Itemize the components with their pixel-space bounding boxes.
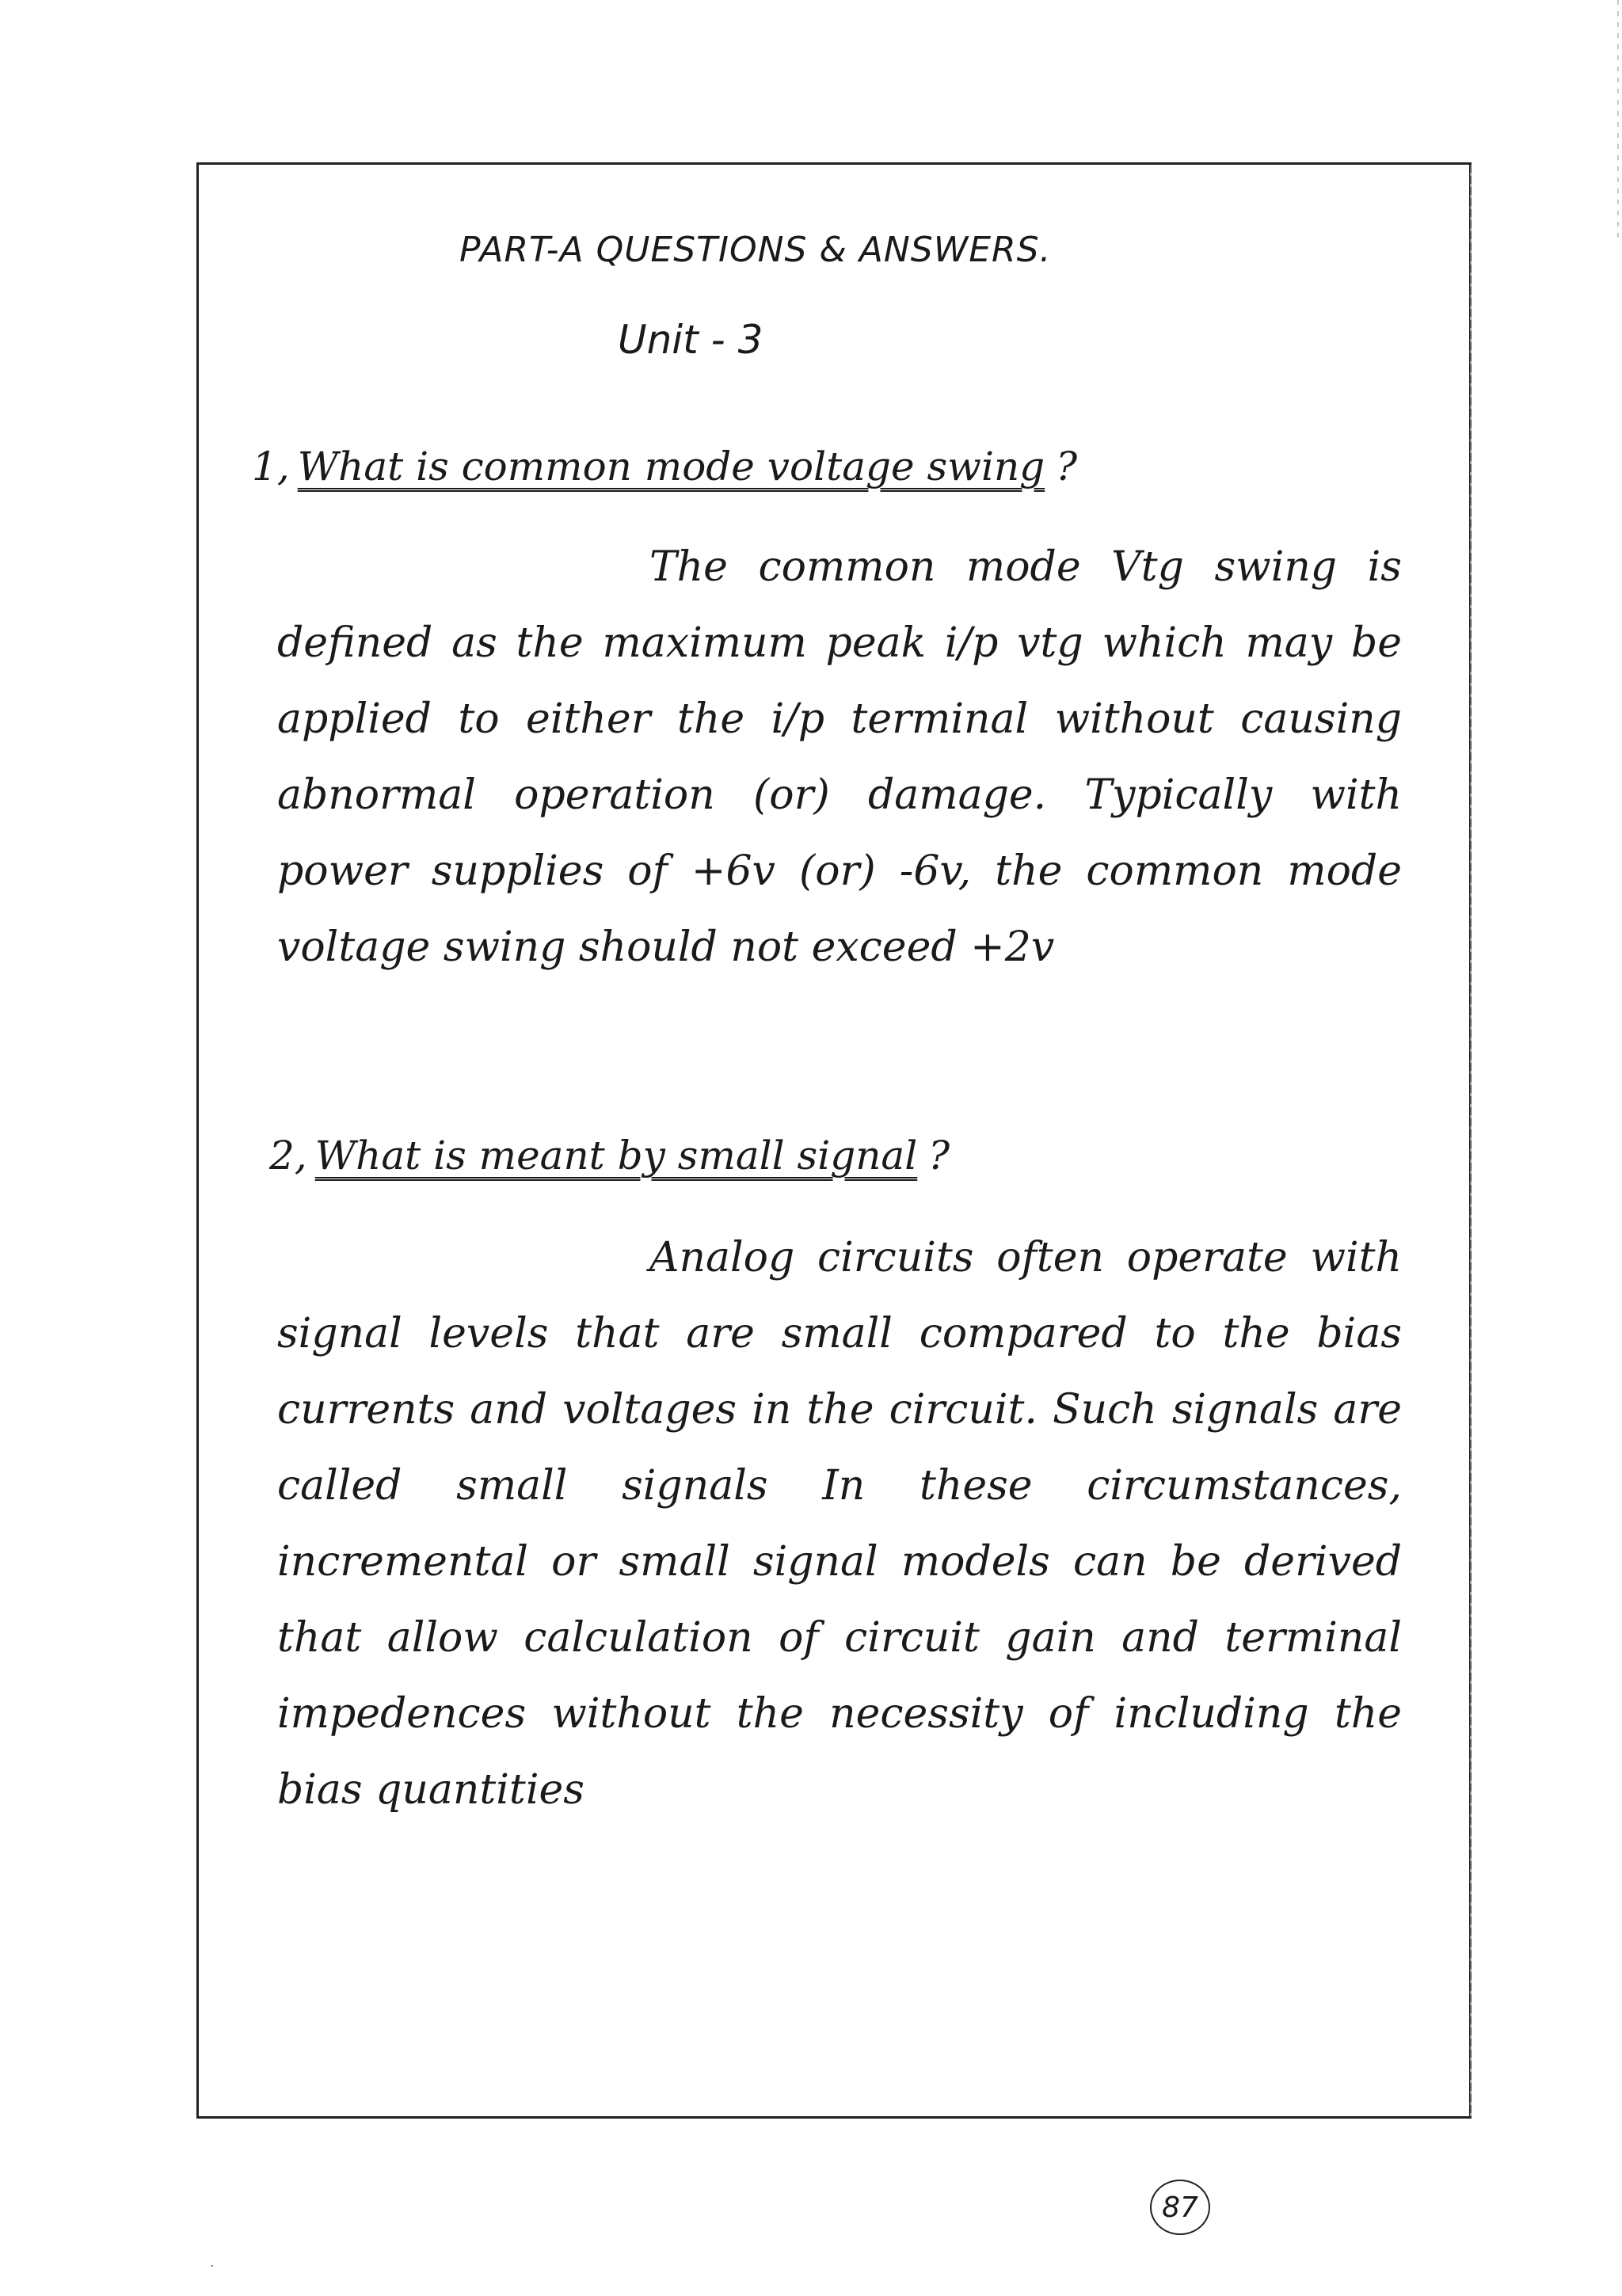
question-1-mark: ?: [1056, 444, 1077, 489]
question-1-text: What is common mode voltage swing: [297, 444, 1045, 489]
page-number: 87: [1150, 2180, 1210, 2235]
answer-1: The common mode Vtg swing is defined as the maximum peak i/p vtg which may be applied to either the i/p terminal without causing abnormal operation (or) damage. Typically with power supplies of +6v (or) -6v, the common mode voltage swing should not exceed +2v: [277, 543, 1402, 971]
question-2-number: 2,: [269, 1133, 307, 1178]
question-2-mark: ?: [928, 1133, 950, 1178]
answer-2: Analog circuits often operate with signal levels that are small compared to the bias currents and voltages in the circuit. Such signals are called small signals In these circumstances, incremental or small signal models can be derived that allow calculation of circuit gain and terminal impedences without the necessity of including the bias quantities: [277, 1234, 1402, 1814]
unit-label: Unit - 3: [618, 317, 763, 363]
question-2-text: What is meant by small signal: [314, 1133, 918, 1178]
page-title: PART-A QUESTIONS & ANSWERS.: [459, 230, 1052, 270]
scan-speck: ·: [210, 2258, 215, 2275]
question-2: [269, 1133, 950, 1178]
question-1-number: 1,: [252, 444, 290, 489]
scan-edge-mark: [1617, 0, 1619, 238]
question-1: [252, 444, 1077, 489]
